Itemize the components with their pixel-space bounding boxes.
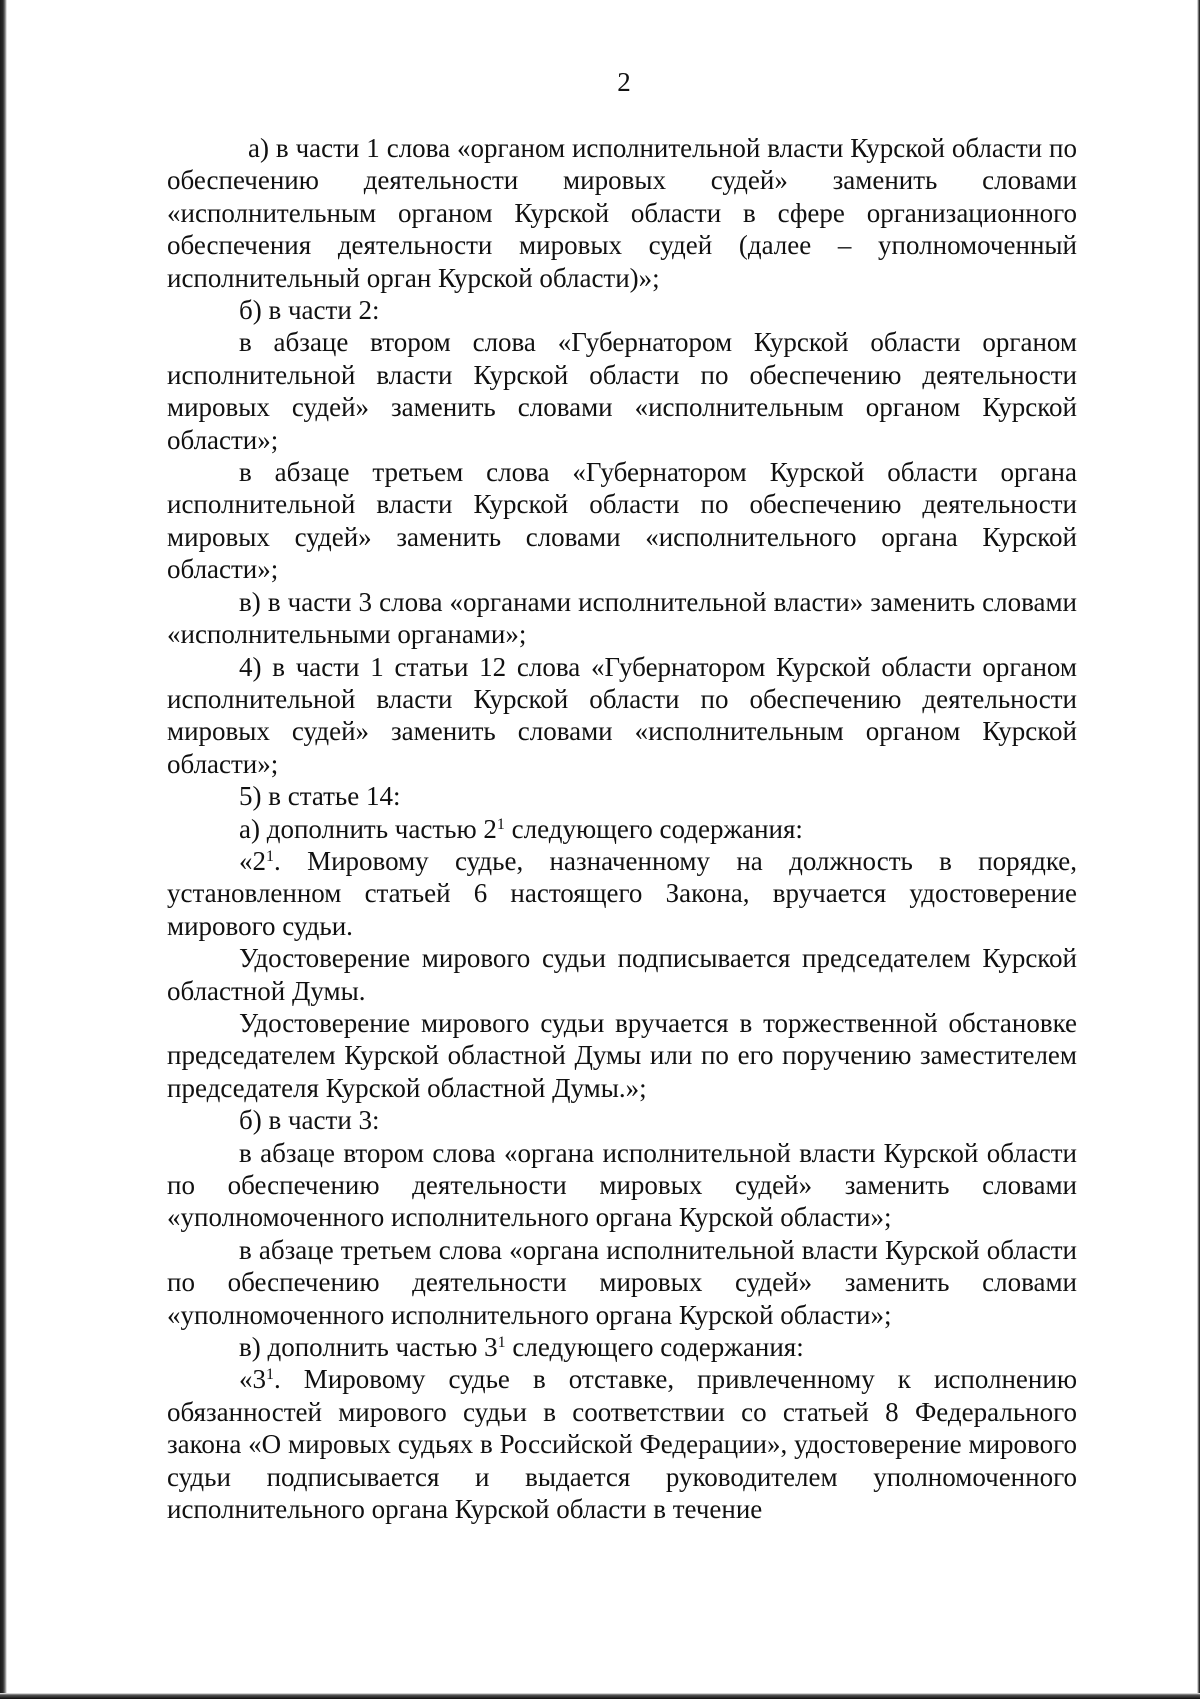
paragraph-certificate-signed: Удостоверение мирового судьи подписывается председателем Курской областной Думы. xyxy=(167,943,1077,1006)
paragraph-amendment-part-1: а) в части 1 слова «органом исполнительной власти Курской области по обеспечению деятельности мировых судей» заменить словами «исполнительным органом Курской области в сфере организационного обеспечения деятельности мировых судей (далее – уполномоченный исполнительный орган Курской области)»; xyxy=(167,133,1077,293)
paragraph-part-3-third-abzac: в абзаце третьем слова «органа исполнительной власти Курской области по обеспечению деятельности мировых судей» заменить словами «уполномоченного исполнительного органа Курской области»; xyxy=(167,1234,1077,1330)
paragraph-item-4: 4) в части 1 статьи 12 слова «Губернатором Курской области органом исполнительной власти Курской области по обеспечению деятельности мировых судей» заменить словами «исполнительным органом Курской области»; xyxy=(167,651,1077,779)
paragraph-text-after-superscript: . Мировому судье в отставке, привлеченному к исполнению обязанностей мирового судьи в соответствии со статьей 8 Федерального закона «О мировых судьях в Российской Федерации», удостоверение мирового судьи подписывается и выдается руководителем уполномоченного исполнительного органа Курской области в течение xyxy=(167,1364,1077,1525)
paragraph-add-part-3-1 xyxy=(167,1331,1077,1363)
paragraph-text-after-superscript: . Мировому судье, назначенному на должность в порядке, установленном статьей 6 настоящего Закона, вручается удостоверение мирового судьи. xyxy=(167,845,1077,941)
paragraph-item-5-heading: 5) в статье 14: xyxy=(239,781,401,812)
paragraph-text-after-superscript: следующего содержания: xyxy=(505,1332,804,1363)
superscript-index: 1 xyxy=(266,1366,274,1384)
paragraph-text-before-superscript: «3 xyxy=(239,1364,266,1395)
paragraph-part-3: в) в части 3 слова «органами исполнительной власти» заменить словами «исполнительными органами»; xyxy=(167,586,1077,650)
paragraph-part-2-third-abzac: в абзаце третьем слова «Губернатором Курской области органа исполнительной власти Курской области по обеспечению деятельности мировых судей» заменить словами «исполнительного органа Курской области»; xyxy=(167,457,1077,585)
paragraph-text-after-superscript: следующего содержания: xyxy=(504,813,803,844)
page-number: 2 xyxy=(617,67,631,97)
paragraph-text-before-superscript: а) дополнить частью 2 xyxy=(239,813,497,844)
paragraph-part-3-1-text xyxy=(167,1363,1077,1525)
paragraph-text-before-superscript: «2 xyxy=(239,845,266,876)
paragraph-certificate-handed: Удостоверение мирового судьи вручается в торжественной обстановке председателем Курской областной Думы или по его поручению заместителем председателя Курской областной Думы.»; xyxy=(167,1007,1077,1103)
document-body xyxy=(167,132,1077,1525)
paragraph-part-3-heading: б) в части 3: xyxy=(239,1105,380,1136)
paragraph-part-2-heading: б) в части 2: xyxy=(239,295,380,326)
superscript-index: 1 xyxy=(266,847,274,865)
superscript-index: 1 xyxy=(496,815,505,833)
paragraph-text-before-superscript: в) дополнить частью 3 xyxy=(239,1332,498,1363)
paragraph-part-2-second-abzac: в абзаце втором слова «Губернатором Курской области органом исполнительной власти Курской области по обеспечению деятельности мировых судей» заменить словами «исполнительным органом Курской области»; xyxy=(167,327,1077,455)
paragraph-part-2-1-text xyxy=(167,845,1077,942)
superscript-index: 1 xyxy=(497,1334,506,1352)
paragraph-add-part-2-1 xyxy=(167,813,1077,845)
paragraph-part-3-second-abzac: в абзаце втором слова «органа исполнительной власти Курской области по обеспечению деятельности мировых судей» заменить словами «уполномоченного исполнительного органа Курской области»; xyxy=(167,1137,1077,1233)
